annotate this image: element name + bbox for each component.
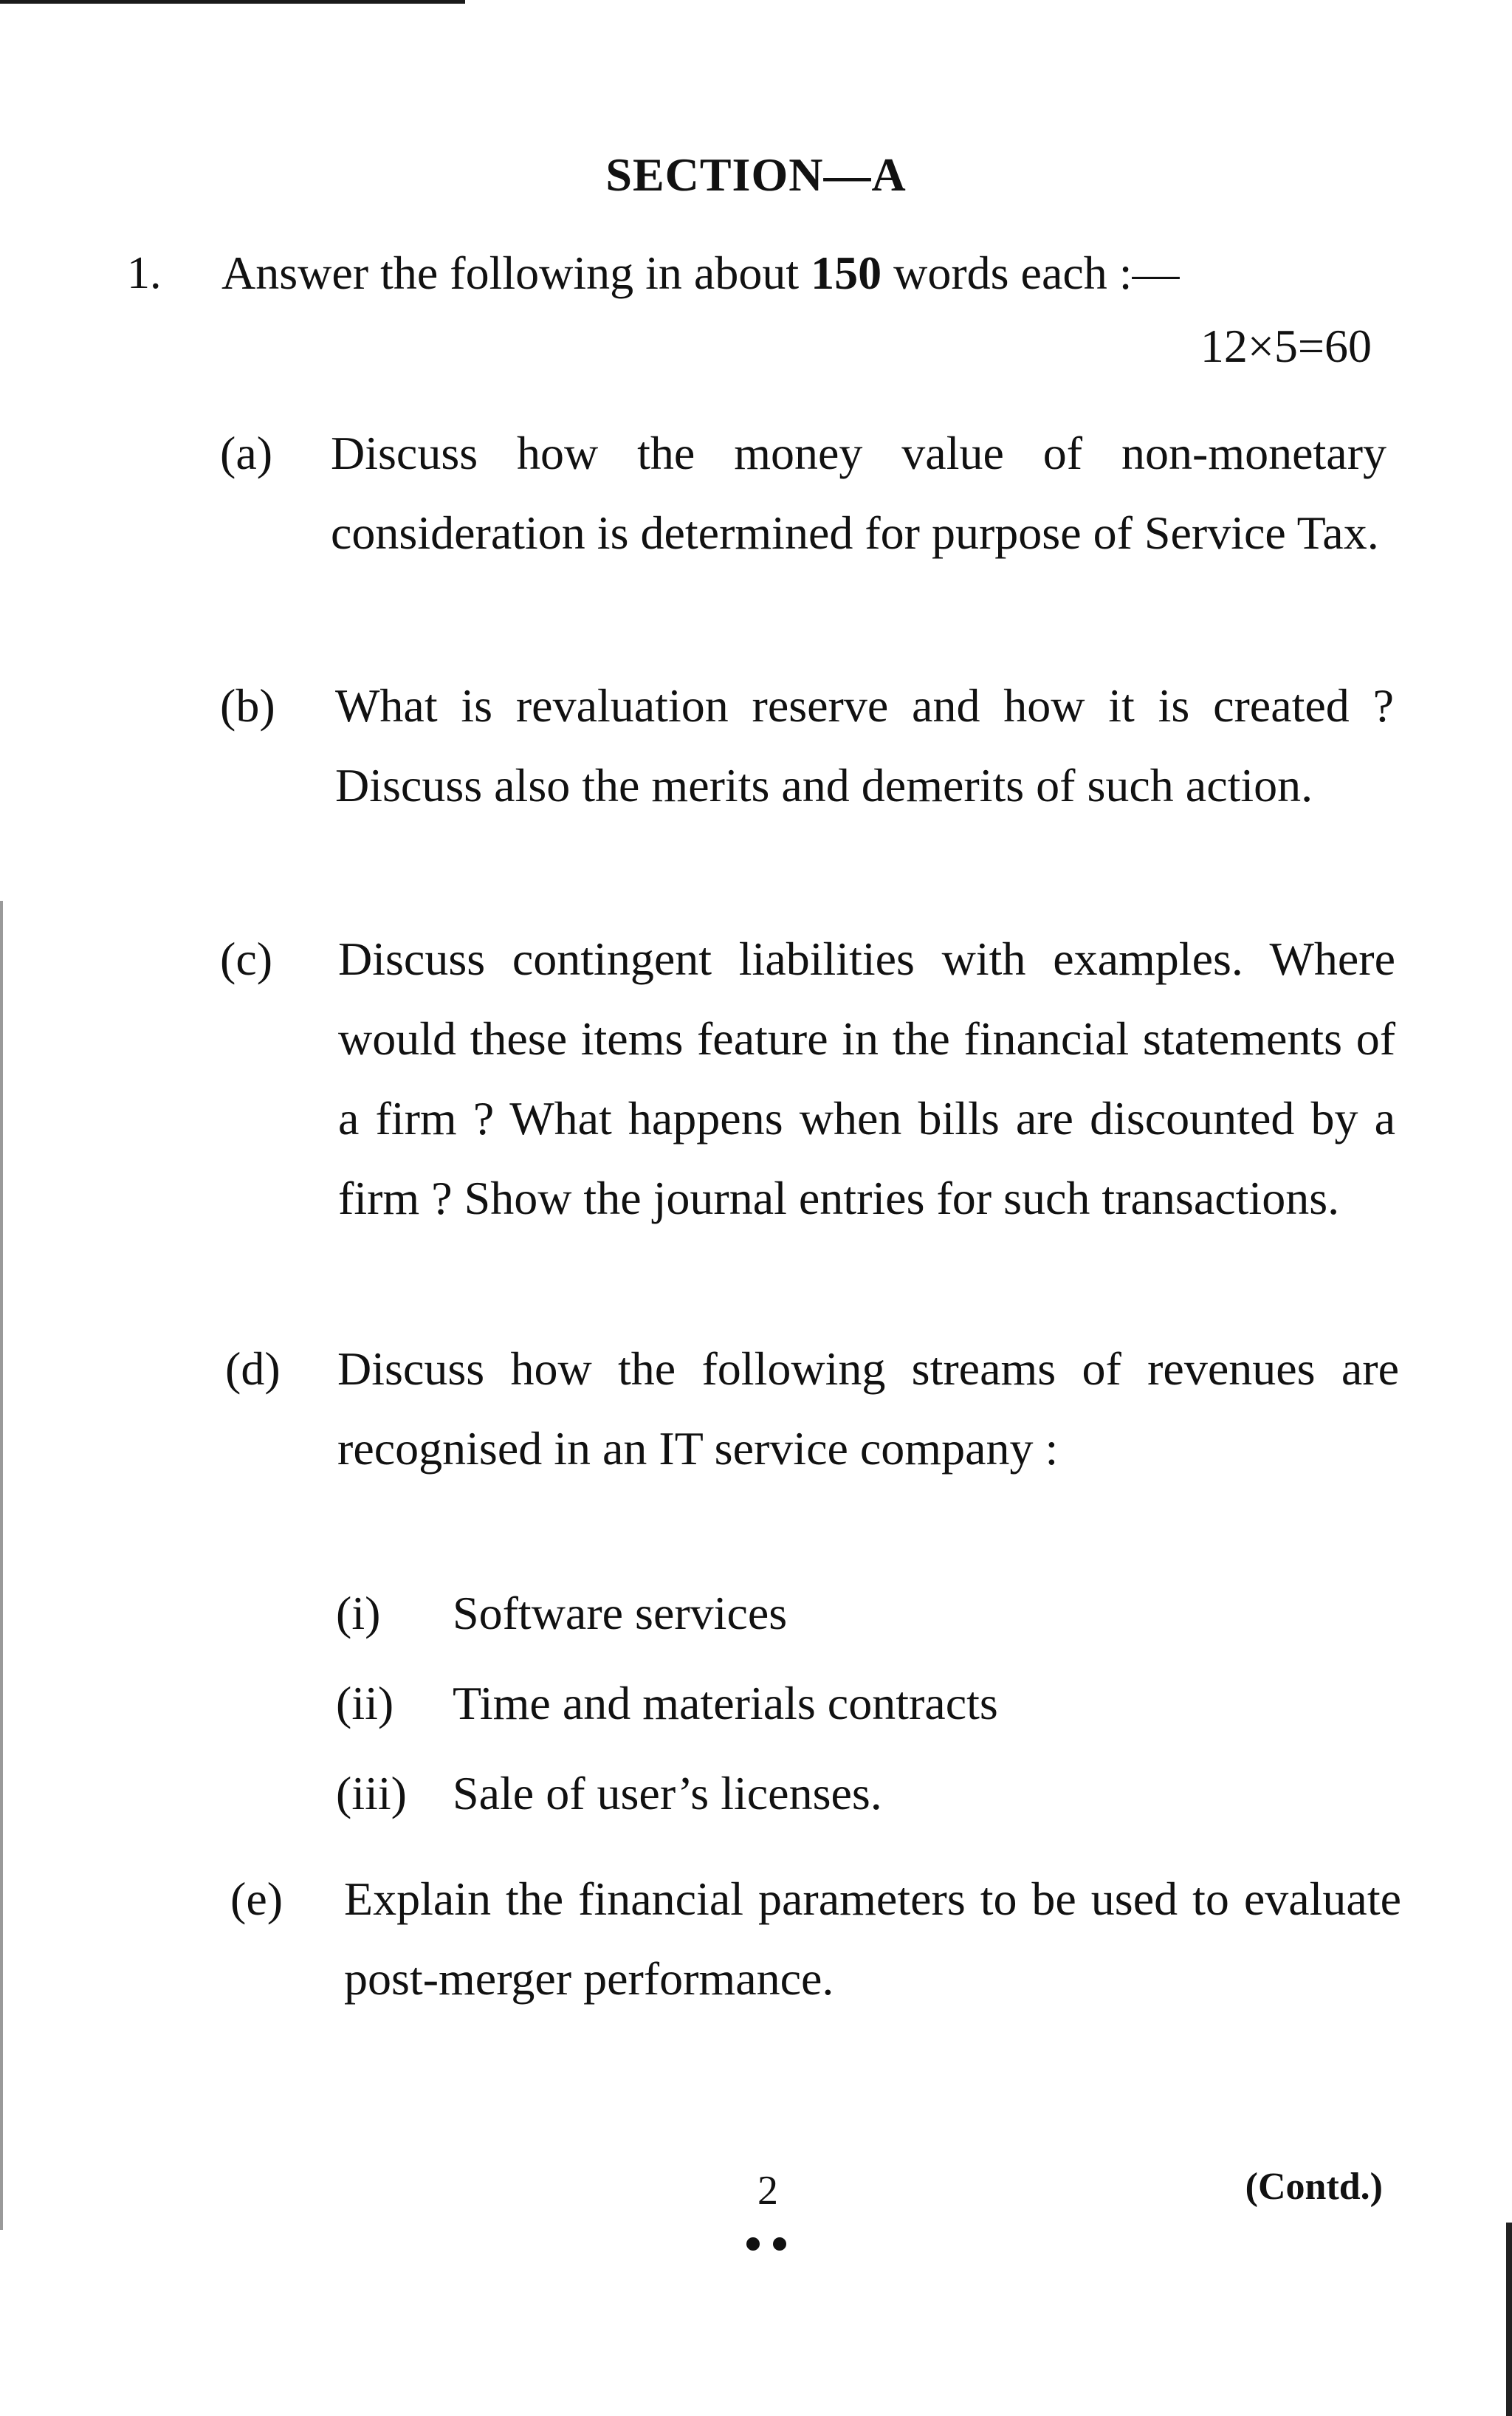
page-marker-dots bbox=[743, 2237, 795, 2252]
instruction-text-start: Answer the following in about bbox=[221, 247, 811, 299]
part-label: (e) bbox=[230, 1873, 284, 1925]
instruction-text-end: words each :— bbox=[882, 247, 1180, 299]
subpart-list bbox=[336, 1586, 1222, 1856]
part-text: Discuss contingent liabilities with examples. Where would these items feature in the financial statements of a firm ? What happens when bills are discounted by a firm ? Show the journal entries for such transactions. bbox=[338, 933, 1395, 1224]
part-text: Discuss how the following streams of revenues are recognised in an IT service company : bbox=[337, 1342, 1399, 1475]
part-text: Explain the financial parameters to be used to evaluate post-merger performance. bbox=[344, 1873, 1401, 2005]
question-instruction bbox=[221, 244, 1373, 303]
part-text: What is revaluation reserve and how it is created ? Discuss also the merits and demerits of such action. bbox=[335, 679, 1394, 811]
part-label: (a) bbox=[220, 427, 273, 479]
question-number: 1. bbox=[127, 248, 162, 298]
part-label: (b) bbox=[220, 679, 275, 732]
subpart-item bbox=[336, 1766, 1222, 1856]
marker-dot bbox=[773, 2237, 786, 2251]
subpart-label: (ii) bbox=[336, 1677, 394, 1729]
part-label: (d) bbox=[225, 1342, 281, 1395]
continued-label: (Contd.) bbox=[1245, 2166, 1383, 2208]
section-title: SECTION—A bbox=[605, 148, 907, 201]
marker-dot bbox=[746, 2237, 760, 2251]
subpart-item bbox=[336, 1676, 1222, 1766]
subpart-label: (i) bbox=[336, 1587, 381, 1639]
subpart-text: Sale of user’s licenses. bbox=[453, 1767, 882, 1819]
scan-edge-right bbox=[1506, 2223, 1512, 2416]
marks-allocation: 12×5=60 bbox=[1200, 320, 1372, 372]
part-label: (c) bbox=[220, 933, 273, 985]
subpart-label: (iii) bbox=[336, 1767, 407, 1819]
word-count: 150 bbox=[811, 247, 882, 299]
top-rule bbox=[0, 0, 465, 4]
subpart-text: Time and materials contracts bbox=[453, 1677, 998, 1729]
scan-edge-left bbox=[0, 901, 3, 2230]
page-number: 2 bbox=[757, 2168, 778, 2214]
subpart-item bbox=[336, 1586, 1222, 1676]
part-text: Discuss how the money value of non-monetary consideration is determined for purpose of Service Tax. bbox=[331, 427, 1386, 559]
subpart-text: Software services bbox=[453, 1587, 788, 1639]
